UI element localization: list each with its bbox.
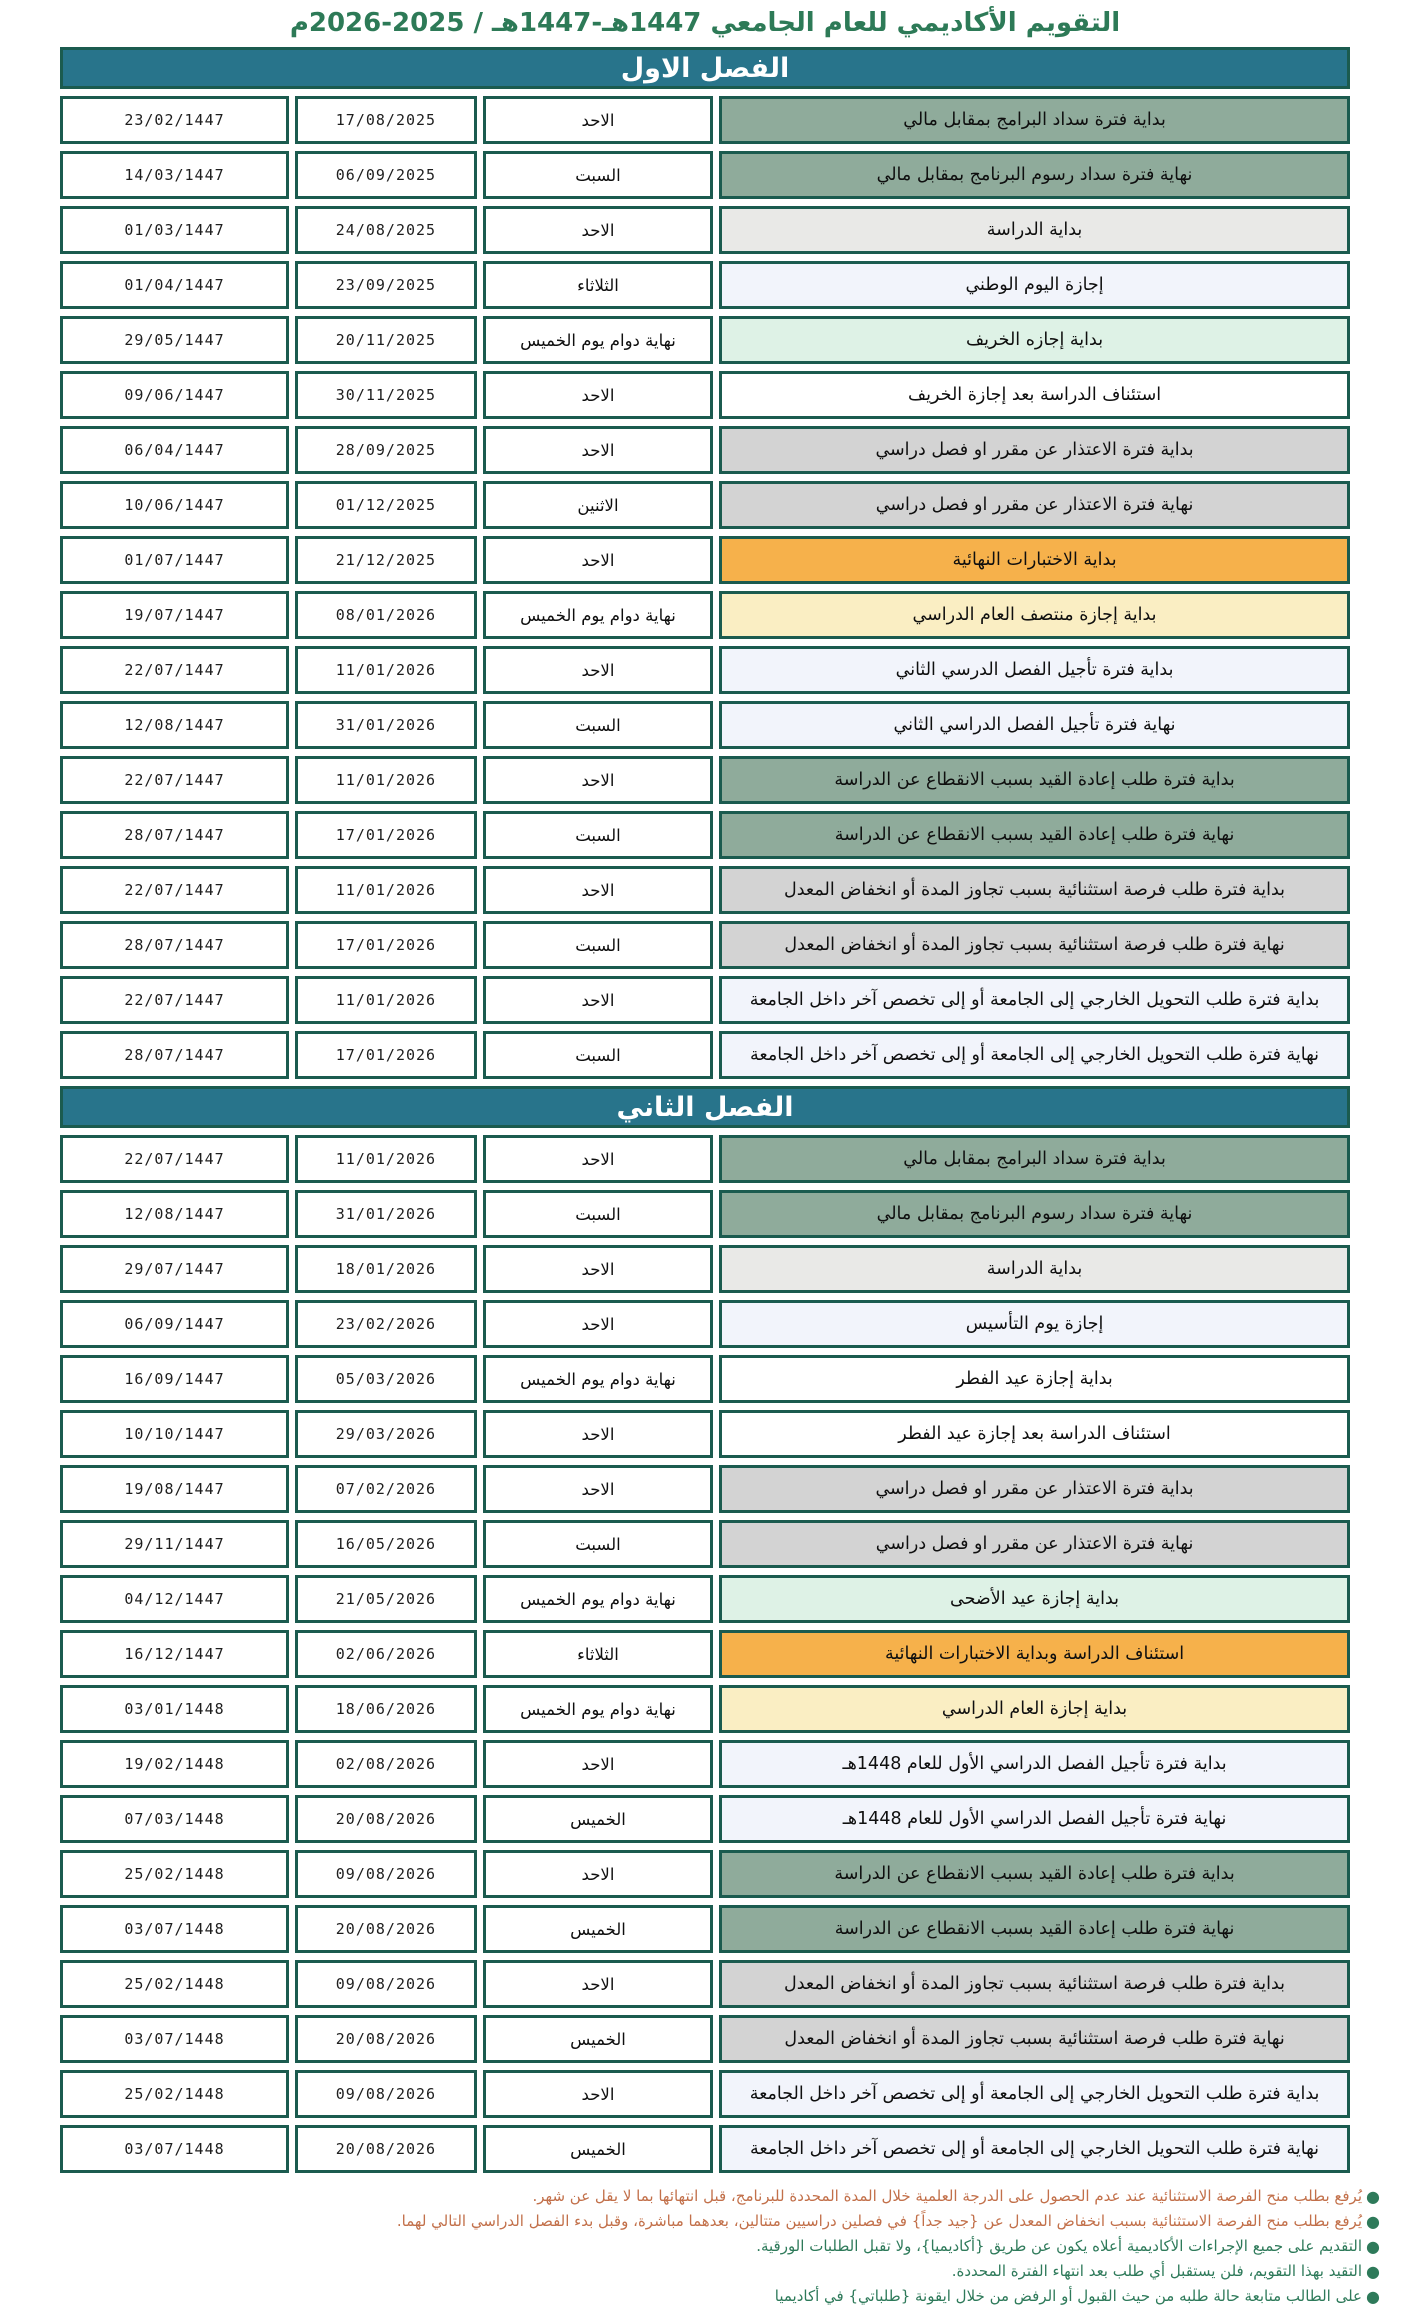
day-cell: الاحد [483, 426, 713, 474]
table-row [60, 1685, 1350, 1733]
day-cell: السبت [483, 1190, 713, 1238]
gregorian-date-cell: 20/08/2026 [295, 1905, 477, 1953]
event-description-cell: نهاية فترة تأجيل الفصل الدراسي الثاني [719, 701, 1350, 749]
event-description-cell: بداية فترة طلب إعادة القيد بسبب الانقطاع عن الدراسة [719, 1850, 1350, 1898]
event-description-cell: بداية فترة طلب التحويل الخارجي إلى الجامعة أو إلى تخصص آخر داخل الجامعة [719, 976, 1350, 1024]
hijri-date-cell: 22/07/1447 [60, 866, 289, 914]
hijri-date-cell: 19/08/1447 [60, 1465, 289, 1513]
day-cell: الاحد [483, 1960, 713, 2008]
table-row [60, 1465, 1350, 1513]
hijri-date-cell: 23/02/1447 [60, 96, 289, 144]
day-cell: السبت [483, 921, 713, 969]
hijri-date-cell: 03/01/1448 [60, 1685, 289, 1733]
gregorian-date-cell: 30/11/2025 [295, 371, 477, 419]
gregorian-date-cell: 06/09/2025 [295, 151, 477, 199]
footer-note-text: يُرفع بطلب منح الفرصة الاستثنائية بسبب انخفاض المعدل عن {جيد جداً} في فصلين دراسيين متتالين، بعدهما مباشرة، وقبل بدء الفصل الدراسي التالي لهما. [396, 2212, 1362, 2230]
day-cell: الثلاثاء [483, 1630, 713, 1678]
footer-notes [42, 2184, 1382, 2309]
table-row [60, 1960, 1350, 2008]
hijri-date-cell: 03/07/1448 [60, 2125, 289, 2173]
hijri-date-cell: 07/03/1448 [60, 1795, 289, 1843]
gregorian-date-cell: 08/01/2026 [295, 591, 477, 639]
gregorian-date-cell: 31/01/2026 [295, 701, 477, 749]
semester-header-label: الفصل الاول [60, 47, 1350, 89]
hijri-date-cell: 25/02/1448 [60, 2070, 289, 2118]
day-cell: السبت [483, 811, 713, 859]
day-cell: الاحد [483, 371, 713, 419]
event-description-cell: بداية فترة طلب فرصة استثنائية بسبب تجاوز المدة أو انخفاض المعدل [719, 866, 1350, 914]
semester-header-label: الفصل الثاني [60, 1086, 1350, 1128]
table-row [60, 1740, 1350, 1788]
table-row [60, 2015, 1350, 2063]
page-title: التقويم الأكاديمي للعام الجامعي 1447هـ-1447هـ / 2025-2026م [289, 8, 1121, 38]
table-row [60, 1795, 1350, 1843]
day-cell: الاثنين [483, 481, 713, 529]
table-row [60, 1300, 1350, 1348]
event-description-cell: نهاية فترة طلب فرصة استثنائية بسبب تجاوز المدة أو انخفاض المعدل [719, 2015, 1350, 2063]
table-row [60, 206, 1350, 254]
table-row [60, 2125, 1350, 2173]
event-description-cell: بداية فترة طلب فرصة استثنائية بسبب تجاوز المدة أو انخفاض المعدل [719, 1960, 1350, 2008]
gregorian-date-cell: 20/08/2026 [295, 2125, 477, 2173]
gregorian-date-cell: 11/01/2026 [295, 976, 477, 1024]
day-cell: نهاية دوام يوم الخميس [483, 1575, 713, 1623]
footer-note-line [42, 2259, 1382, 2284]
table-row [60, 1905, 1350, 1953]
day-cell: الاحد [483, 1465, 713, 1513]
table-row [60, 316, 1350, 364]
gregorian-date-cell: 17/01/2026 [295, 811, 477, 859]
event-description-cell: بداية إجازة عيد الأضحى [719, 1575, 1350, 1623]
footer-note-text: على الطالب متابعة حالة طلبه من حيث القبول أو الرفض من خلال ايقونة {طلباتي} في أكاديميا [774, 2287, 1362, 2305]
table-row [60, 811, 1350, 859]
footer-note-line [42, 2184, 1382, 2209]
event-description-cell: نهاية فترة الاعتذار عن مقرر او فصل دراسي [719, 1520, 1350, 1568]
gregorian-date-cell: 09/08/2026 [295, 1960, 477, 2008]
table-row [60, 866, 1350, 914]
day-cell: الخميس [483, 2015, 713, 2063]
hijri-date-cell: 01/07/1447 [60, 536, 289, 584]
gregorian-date-cell: 31/01/2026 [295, 1190, 477, 1238]
hijri-date-cell: 28/07/1447 [60, 1031, 289, 1079]
day-cell: السبت [483, 1520, 713, 1568]
event-description-cell: بداية إجازة العام الدراسي [719, 1685, 1350, 1733]
day-cell: السبت [483, 701, 713, 749]
hijri-date-cell: 22/07/1447 [60, 1135, 289, 1183]
day-cell: السبت [483, 151, 713, 199]
hijri-date-cell: 10/06/1447 [60, 481, 289, 529]
gregorian-date-cell: 20/08/2026 [295, 1795, 477, 1843]
gregorian-date-cell: 28/09/2025 [295, 426, 477, 474]
hijri-date-cell: 28/07/1447 [60, 811, 289, 859]
event-description-cell: بداية إجازة عيد الفطر [719, 1355, 1350, 1403]
gregorian-date-cell: 11/01/2026 [295, 646, 477, 694]
day-cell: الاحد [483, 1410, 713, 1458]
day-cell: نهاية دوام يوم الخميس [483, 591, 713, 639]
footer-note-line [42, 2209, 1382, 2234]
event-description-cell: بداية فترة سداد البرامج بمقابل مالي [719, 96, 1350, 144]
table-row [60, 1355, 1350, 1403]
gregorian-date-cell: 02/06/2026 [295, 1630, 477, 1678]
event-description-cell: استئناف الدراسة بعد إجازة الخريف [719, 371, 1350, 419]
event-description-cell: نهاية فترة سداد رسوم البرنامج بمقابل مالي [719, 1190, 1350, 1238]
event-description-cell: استئناف الدراسة بعد إجازة عيد الفطر [719, 1410, 1350, 1458]
day-cell: نهاية دوام يوم الخميس [483, 316, 713, 364]
event-description-cell: نهاية فترة تأجيل الفصل الدراسي الأول للعام 1448هـ [719, 1795, 1350, 1843]
day-cell: السبت [483, 1031, 713, 1079]
event-description-cell: بداية فترة تأجيل الفصل الدرسي الثاني [719, 646, 1350, 694]
event-description-cell: نهاية فترة طلب التحويل الخارجي إلى الجامعة أو إلى تخصص آخر داخل الجامعة [719, 2125, 1350, 2173]
bullet-icon: ● [1366, 2237, 1380, 2256]
table-row [60, 976, 1350, 1024]
hijri-date-cell: 06/04/1447 [60, 426, 289, 474]
gregorian-date-cell: 09/08/2026 [295, 2070, 477, 2118]
event-description-cell: بداية الدراسة [719, 1245, 1350, 1293]
table-row [60, 591, 1350, 639]
event-description-cell: إجازة يوم التأسيس [719, 1300, 1350, 1348]
hijri-date-cell: 12/08/1447 [60, 701, 289, 749]
gregorian-date-cell: 17/01/2026 [295, 1031, 477, 1079]
event-description-cell: بداية فترة سداد البرامج بمقابل مالي [719, 1135, 1350, 1183]
table-row [60, 1245, 1350, 1293]
day-cell: نهاية دوام يوم الخميس [483, 1685, 713, 1733]
event-description-cell: نهاية فترة طلب إعادة القيد بسبب الانقطاع عن الدراسة [719, 1905, 1350, 1953]
table-row [60, 1575, 1350, 1623]
table-row [60, 261, 1350, 309]
event-description-cell: بداية الدراسة [719, 206, 1350, 254]
day-cell: نهاية دوام يوم الخميس [483, 1355, 713, 1403]
table-row [60, 371, 1350, 419]
day-cell: الخميس [483, 1905, 713, 1953]
event-description-cell: بداية إجازة منتصف العام الدراسي [719, 591, 1350, 639]
gregorian-date-cell: 16/05/2026 [295, 1520, 477, 1568]
day-cell: الخميس [483, 1795, 713, 1843]
table-row [60, 426, 1350, 474]
gregorian-date-cell: 18/06/2026 [295, 1685, 477, 1733]
table-row [60, 1850, 1350, 1898]
bullet-icon: ● [1366, 2187, 1380, 2206]
day-cell: الاحد [483, 536, 713, 584]
gregorian-date-cell: 18/01/2026 [295, 1245, 477, 1293]
footer-note-text: يُرفع بطلب منح الفرصة الاستثنائية عند عدم الحصول على الدرجة العلمية خلال المدة المحددة للبرنامج، قبل انتهائها بما لا يقل عن شهر. [532, 2187, 1362, 2205]
day-cell: الخميس [483, 2125, 713, 2173]
hijri-date-cell: 22/07/1447 [60, 646, 289, 694]
gregorian-date-cell: 09/08/2026 [295, 1850, 477, 1898]
hijri-date-cell: 16/09/1447 [60, 1355, 289, 1403]
event-description-cell: نهاية فترة طلب فرصة استثنائية بسبب تجاوز المدة أو انخفاض المعدل [719, 921, 1350, 969]
table-row [60, 481, 1350, 529]
day-cell: الاحد [483, 756, 713, 804]
hijri-date-cell: 16/12/1447 [60, 1630, 289, 1678]
gregorian-date-cell: 02/08/2026 [295, 1740, 477, 1788]
table-row [60, 1520, 1350, 1568]
day-cell: الاحد [483, 1850, 713, 1898]
table-row [60, 756, 1350, 804]
table-row [60, 1031, 1350, 1079]
hijri-date-cell: 12/08/1447 [60, 1190, 289, 1238]
event-description-cell: بداية فترة الاعتذار عن مقرر او فصل دراسي [719, 426, 1350, 474]
event-description-cell: نهاية فترة طلب إعادة القيد بسبب الانقطاع عن الدراسة [719, 811, 1350, 859]
day-cell: الاحد [483, 1740, 713, 1788]
bullet-icon: ● [1366, 2287, 1380, 2306]
hijri-date-cell: 25/02/1448 [60, 1960, 289, 2008]
hijri-date-cell: 19/07/1447 [60, 591, 289, 639]
table-row [60, 2070, 1350, 2118]
gregorian-date-cell: 20/08/2026 [295, 2015, 477, 2063]
gregorian-date-cell: 01/12/2025 [295, 481, 477, 529]
gregorian-date-cell: 11/01/2026 [295, 1135, 477, 1183]
hijri-date-cell: 06/09/1447 [60, 1300, 289, 1348]
gregorian-date-cell: 29/03/2026 [295, 1410, 477, 1458]
gregorian-date-cell: 21/12/2025 [295, 536, 477, 584]
gregorian-date-cell: 23/09/2025 [295, 261, 477, 309]
footer-note-text: التقيد بهذا التقويم، فلن يستقبل أي طلب بعد انتهاء الفترة المحددة. [951, 2262, 1362, 2280]
table-row [60, 1410, 1350, 1458]
academic-calendar-table [54, 40, 1356, 2180]
hijri-date-cell: 10/10/1447 [60, 1410, 289, 1458]
event-description-cell: نهاية فترة سداد رسوم البرنامج بمقابل مالي [719, 151, 1350, 199]
table-row [60, 1630, 1350, 1678]
footer-note-line [42, 2284, 1382, 2309]
day-cell: الاحد [483, 1245, 713, 1293]
gregorian-date-cell: 05/03/2026 [295, 1355, 477, 1403]
event-description-cell: بداية فترة طلب التحويل الخارجي إلى الجامعة أو إلى تخصص آخر داخل الجامعة [719, 2070, 1350, 2118]
table-row [60, 536, 1350, 584]
calendar-table-body [60, 47, 1350, 2173]
event-description-cell: نهاية فترة طلب التحويل الخارجي إلى الجامعة أو إلى تخصص آخر داخل الجامعة [719, 1031, 1350, 1079]
day-cell: الثلاثاء [483, 261, 713, 309]
bullet-icon: ● [1366, 2212, 1380, 2231]
gregorian-date-cell: 17/01/2026 [295, 921, 477, 969]
day-cell: الاحد [483, 866, 713, 914]
event-description-cell: نهاية فترة الاعتذار عن مقرر او فصل دراسي [719, 481, 1350, 529]
semester-header-row [60, 1086, 1350, 1128]
gregorian-date-cell: 11/01/2026 [295, 866, 477, 914]
hijri-date-cell: 25/02/1448 [60, 1850, 289, 1898]
day-cell: الاحد [483, 96, 713, 144]
gregorian-date-cell: 11/01/2026 [295, 756, 477, 804]
event-description-cell: استئناف الدراسة وبداية الاختبارات النهائية [719, 1630, 1350, 1678]
event-description-cell: بداية فترة طلب إعادة القيد بسبب الانقطاع عن الدراسة [719, 756, 1350, 804]
hijri-date-cell: 01/04/1447 [60, 261, 289, 309]
gregorian-date-cell: 17/08/2025 [295, 96, 477, 144]
gregorian-date-cell: 07/02/2026 [295, 1465, 477, 1513]
hijri-date-cell: 09/06/1447 [60, 371, 289, 419]
hijri-date-cell: 29/05/1447 [60, 316, 289, 364]
table-row [60, 151, 1350, 199]
gregorian-date-cell: 20/11/2025 [295, 316, 477, 364]
table-row [60, 1190, 1350, 1238]
table-row [60, 1135, 1350, 1183]
gregorian-date-cell: 21/05/2026 [295, 1575, 477, 1623]
day-cell: الاحد [483, 1135, 713, 1183]
hijri-date-cell: 29/11/1447 [60, 1520, 289, 1568]
event-description-cell: بداية الاختبارات النهائية [719, 536, 1350, 584]
hijri-date-cell: 01/03/1447 [60, 206, 289, 254]
hijri-date-cell: 22/07/1447 [60, 976, 289, 1024]
bullet-icon: ● [1366, 2262, 1380, 2281]
table-row [60, 96, 1350, 144]
hijri-date-cell: 28/07/1447 [60, 921, 289, 969]
event-description-cell: بداية إجازه الخريف [719, 316, 1350, 364]
day-cell: الاحد [483, 1300, 713, 1348]
table-row [60, 921, 1350, 969]
hijri-date-cell: 04/12/1447 [60, 1575, 289, 1623]
day-cell: الاحد [483, 2070, 713, 2118]
hijri-date-cell: 03/07/1448 [60, 2015, 289, 2063]
footer-note-line [42, 2234, 1382, 2259]
gregorian-date-cell: 24/08/2025 [295, 206, 477, 254]
event-description-cell: إجازة اليوم الوطني [719, 261, 1350, 309]
day-cell: الاحد [483, 206, 713, 254]
hijri-date-cell: 22/07/1447 [60, 756, 289, 804]
day-cell: الاحد [483, 976, 713, 1024]
event-description-cell: بداية فترة الاعتذار عن مقرر او فصل دراسي [719, 1465, 1350, 1513]
gregorian-date-cell: 23/02/2026 [295, 1300, 477, 1348]
hijri-date-cell: 14/03/1447 [60, 151, 289, 199]
hijri-date-cell: 03/07/1448 [60, 1905, 289, 1953]
hijri-date-cell: 19/02/1448 [60, 1740, 289, 1788]
day-cell: الاحد [483, 646, 713, 694]
hijri-date-cell: 29/07/1447 [60, 1245, 289, 1293]
table-row [60, 646, 1350, 694]
table-row [60, 701, 1350, 749]
semester-header-row [60, 47, 1350, 89]
event-description-cell: بداية فترة تأجيل الفصل الدراسي الأول للعام 1448هـ [719, 1740, 1350, 1788]
footer-note-text: التقديم على جميع الإجراءات الأكاديمية أعلاه يكون عن طريق {أكاديميا}، ولا تقبل الطلبات الورقية. [756, 2237, 1362, 2255]
